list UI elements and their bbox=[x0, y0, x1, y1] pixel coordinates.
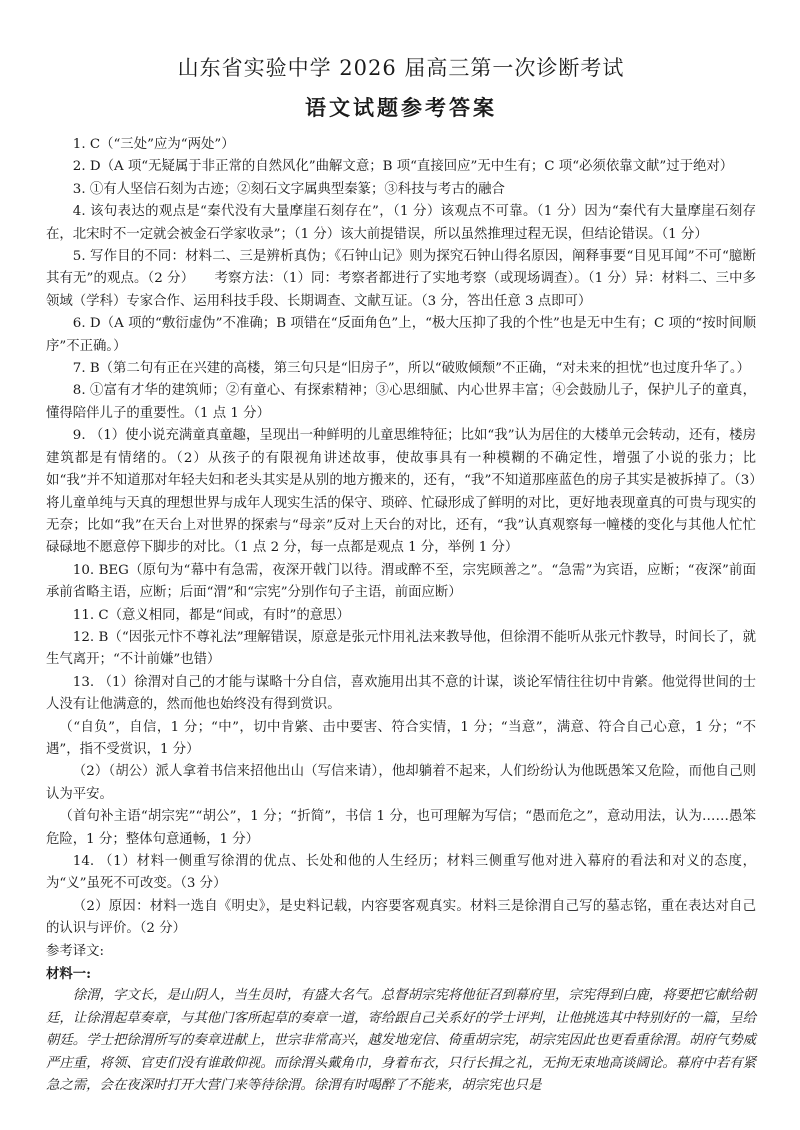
answer-5: 5. 写作目的不同：材料二、三是辨析真伪；《石钟山记》则为探究石钟山得名原因，阐释事要“目见耳闻”不可“臆断其有无”的观点。（2 分） 考察方法：（1）同：考察者都进行了实地考察（或现场调查）。（1 分）异：材料二、三中多领域（学科）专家合作、运用科技手段、长期调查、文献互证。（3 分，答出任意 3 点即可） bbox=[46, 249, 756, 309]
answer-10: 10. BEG（原句为“幕中有急需，夜深开戟门以待。渭或醉不至，宗宪顾善之”。“急需”为宾语，应断；“夜深”前面承前省略主语，应断；后面“渭”和“宗宪”分别作句子主语，前面应断） bbox=[46, 562, 756, 601]
answer-key-title: 语文试题参考答案 bbox=[305, 95, 497, 120]
answer-12: 12. B（“因张元忭不尊礼法”理解错误，原意是张元忭用礼法来教导他，但徐渭不能听从张元忭教导，时间长了，就生气离开；“不计前嫌”也错） bbox=[46, 629, 756, 668]
answer-13-part2: （2）（胡公）派人拿着书信来招他出山（写信来请），他却躺着不起来，人们纷纷认为他既愚笨又危险，而他自己则认为平安。 bbox=[46, 764, 756, 802]
answer-7: 7. B（第二句有正在兴建的高楼，第三句只是“旧房子”，所以“破败倾颓”不正确，“对未来的担忧”也过度升华了。） bbox=[72, 361, 751, 377]
answer-14-part2: （2）原因：材料一选自《明史》，是史料记载，内容要客观真实。材料三是徐渭自己写的墓志铭，重在表达对自己的认识与评价。（2 分） bbox=[46, 898, 756, 937]
material-one-label: 材料一: bbox=[46, 966, 92, 983]
answer-4: 4. 该句表达的观点是“秦代没有大量摩崖石刻存在”，（1 分）该观点不可靠。（1 分）因为“秦代有大量摩崖石刻存在，北宋时不一定就会被金石学家收录”；（1 分）该大前提错误，所以虽然推理过程无误，但结论错误。（1 分） bbox=[46, 204, 756, 242]
answer-13-part2-notes: （首句补主语“胡宗宪”“胡公”，1 分；“折简”，书信 1 分，也可理解为写信；“愚而危之”，意动用法，认为……愚笨危险，1 分；整体句意通畅，1 分） bbox=[46, 809, 756, 847]
reference-translation-label: 参考译文: bbox=[46, 943, 105, 959]
answer-1: 1. C（“三处”应为“两处”） bbox=[72, 137, 235, 152]
answer-13-part1: 13. （1）徐渭对自己的才能与谋略十分自信，喜欢施用出其不意的计谋，谈论军情往往切中肯綮。他觉得世间的士人没有让他满意的，然而他也始终没有得到赏识。 bbox=[46, 674, 756, 713]
answer-14-part1: 14. （1）材料一侧重写徐渭的优点、长处和他的人生经历；材料三侧重写他对进入幕府的看法和对义的态度，为“义”虽死不可改变。（3 分） bbox=[46, 854, 756, 892]
answer-6: 6. D（A 项的“敷衍虚伪”不准确；B 项错在“反面角色”上，“极大压抑了我的个性”也是无中生有；C 项的“按时间顺序”不正确。） bbox=[46, 316, 756, 354]
answer-13-part1-notes: （“自负”，自信，1 分；“中”，切中肯綮、击中要害、符合实情，1 分；“当意”，满意、符合自己心意，1 分；“不遇”，指不受赏识，1 分） bbox=[46, 719, 756, 757]
answer-3: 3. ①有人坚信石刻为古迹；②刻石文字属典型秦篆；③科技与考古的融合 bbox=[72, 181, 505, 197]
answer-8: 8. ①富有才华的建筑师；②有童心、有探索精神；③心思细腻、内心世界丰富；④会鼓励儿子，保护儿子的童真，懂得陪伴儿子的重要性。（1 点 1 分） bbox=[46, 383, 756, 421]
answer-11: 11. C（意义相同，都是“间或，有时”的意思） bbox=[72, 607, 350, 623]
answer-2: 2. D（A 项“无疑属于非正常的自然风化”曲解文意；B 项“直接回应”无中生有；C 项“必须依靠文献”过于绝对） bbox=[72, 159, 734, 175]
answer-9: 9. （1）使小说充满童真童趣，呈现出一种鲜明的儿童思维特征；比如“我”认为居住的大楼单元会转动，还有，楼房建筑都是有情绪的。（2）从孩子的有限视角讲述故事，使故事具有一种模糊的不确定性，增强了小说的张力；比如“我”并不知道那对年轻夫妇和老头其实是从别的地方搬来的，还有，“我”不知道那座蓝色的房子其实是被拆掉了。（3）将儿童单纯与天真的理想世界与成年人现实生活的保守、琐碎、忙碌形成了鲜明的对比，更好地表现童真的可贵与现实的无奈；比如“我”在天台上对世界的探索与“母亲”反对上天台的对比，还有，“我”认真观察每一幢楼的变化与其他人忙忙碌碌地不愿意停下脚步的对比。（1 点 2 分，每一点都是观点 1 分，举例 1 分） bbox=[46, 428, 756, 556]
material-one-translation: 徐渭，字文长，是山阴人，当生员时，有盛大名气。总督胡宗宪将他征召到幕府里，宗宪得到白鹿，将要把它献给朝廷，让徐渭起草奏章，与其他门客所起草的奏章一道，寄给跟自己关系好的学士评判，让他挑选其中特别好的一篇，呈给朝廷。学士把徐渭所写的奏章进献上，世宗非常高兴，越发地宠信、倚重胡宗宪，胡宗宪因此也更看重徐渭。胡府气势威严庄重，将领、官吏们没有谁敢仰视。而徐渭头戴角巾，身着布衣，只行长揖之礼，无拘无束地高谈阔论。幕府中若有紧急之需，会在夜深时打开大营门来等待徐渭。徐渭有时喝醉了不能来，胡宗宪也只是 bbox=[46, 988, 756, 1094]
exam-title: 山东省实验中学 2026 届高三第一次诊断考试 bbox=[177, 56, 625, 80]
